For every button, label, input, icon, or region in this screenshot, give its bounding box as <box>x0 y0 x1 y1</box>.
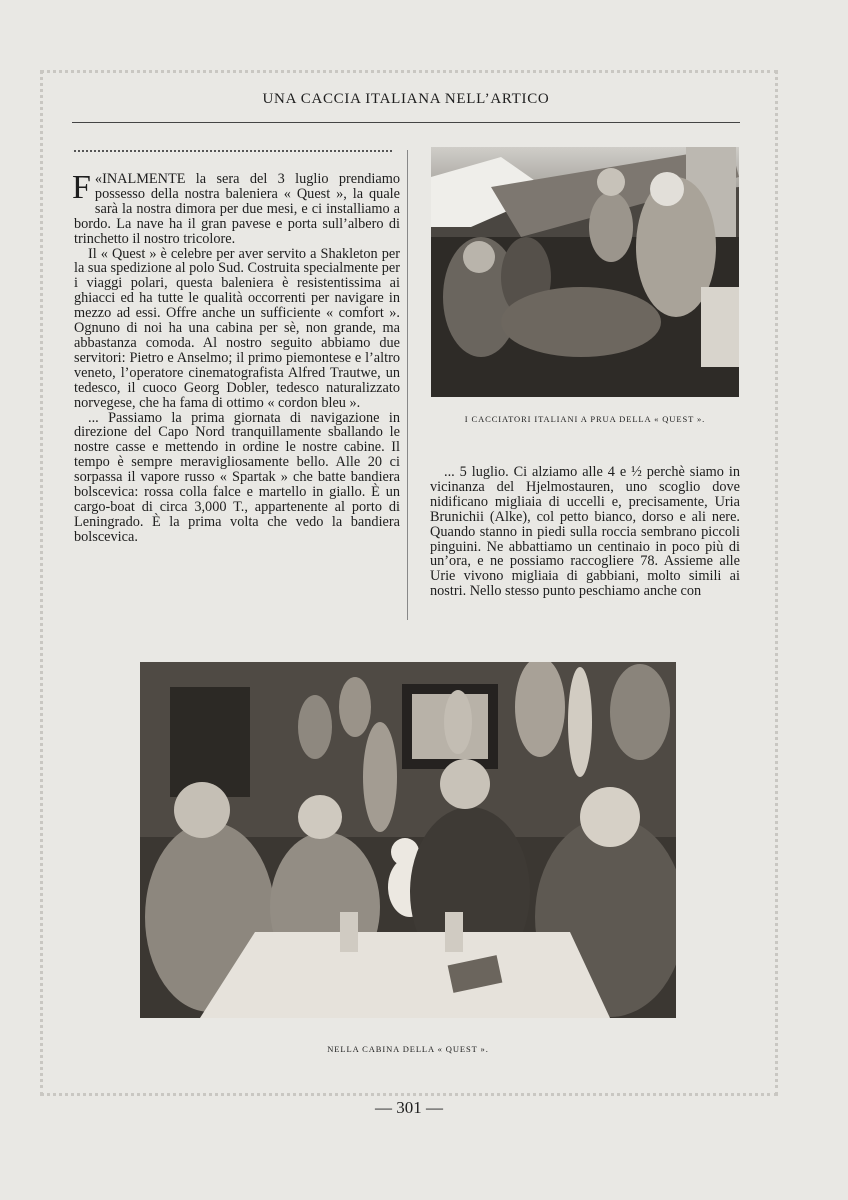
dotted-rule <box>74 150 392 152</box>
right-column <box>430 465 740 599</box>
photo-bottom-caption: NELLA CABINA DELLA « QUEST ». <box>327 1044 489 1054</box>
paragraph-2: Il « Quest » è celebre per aver servito a Shakleton per la sua spedizione al polo Sud. Costruita specialmente per i viaggi polari, questa baleniera è resistentissima ai ghiacci ed ha tutte le qualità occorrenti per navigare in mezzo ad essi. Offre anche un sufficiente « comfort ». Ognuno di noi ha una cabina per sè, non grande, ma abbastanza comoda. Al nostro seguito abbiamo due servitori: Pietro e Anselmo; il primo piemontese e l’altro veneto, l’operatore cinematografista Alfred Trautwe, un tedesco, il cuoco Georg Dobler, tedesco naturalizzato norvegese, che ha fama di ottimo « cordon bleu ». <box>74 245 400 411</box>
paragraph-1-text: INALMENTE la sera del 3 luglio prendiamo possesso della nostra baleniera « Quest », la quale sarà la nostra dimora per due mesi, e ci installiamo a bordo. La nave ha il gran pavese e porta sull’albero di trinchetto il nostro tricolore. <box>74 171 400 247</box>
column-divider <box>407 150 408 620</box>
running-head: UNA CACCIA ITALIANA NELL’ARTICO <box>262 91 550 107</box>
page-number: — 301 — <box>375 1098 443 1117</box>
left-column <box>72 169 400 545</box>
photo-cabin-group <box>140 662 676 1018</box>
photo-hunters-on-bow <box>431 147 739 397</box>
photo-top-caption: I CACCIATORI ITALIANI A PRUA DELLA « QUEST ». <box>464 414 706 424</box>
drop-cap: F <box>72 169 91 206</box>
paragraph-4: ... 5 luglio. Ci alziamo alle 4 e ½ perchè siamo in vicinanza del Hjelmostauren, uno scoglio dove nidificano migliaia di uccelli e, precisamente, Uria Brunichii (Alke), col petto bianco, dorso e ali nere. Quando stanno in piedi sulla roccia sembrano piccoli pinguini. Ne abbattiamo un centinaio in poco più di un’ora, e ne possiamo raccogliere 78. Assieme alle Urie vivono migliaia di gabbiani, molto simili ai nostri. Nello stesso punto peschiamo anche con <box>430 464 740 600</box>
opening-quote: « <box>94 171 103 187</box>
paragraph-1 <box>72 169 400 247</box>
header-rule <box>72 122 740 123</box>
paragraph-3: ... Passiamo la prima giornata di navigazione in direzione del Capo Nord tranquillamente sballando le nostre casse e mettendo in ordine le nostre cabine. Il tempo è sempre meravigliosamente bello. Alle 20 ci sorpassa il vapore russo « Spartak » che batte bandiera bolscevica: rossa colla falce e martello in giallo. È un cargo-boat di circa 3,000 T., appartenente al porto di Leningrado. È la prima volta che vedo la bandiera bolscevica. <box>74 409 400 545</box>
